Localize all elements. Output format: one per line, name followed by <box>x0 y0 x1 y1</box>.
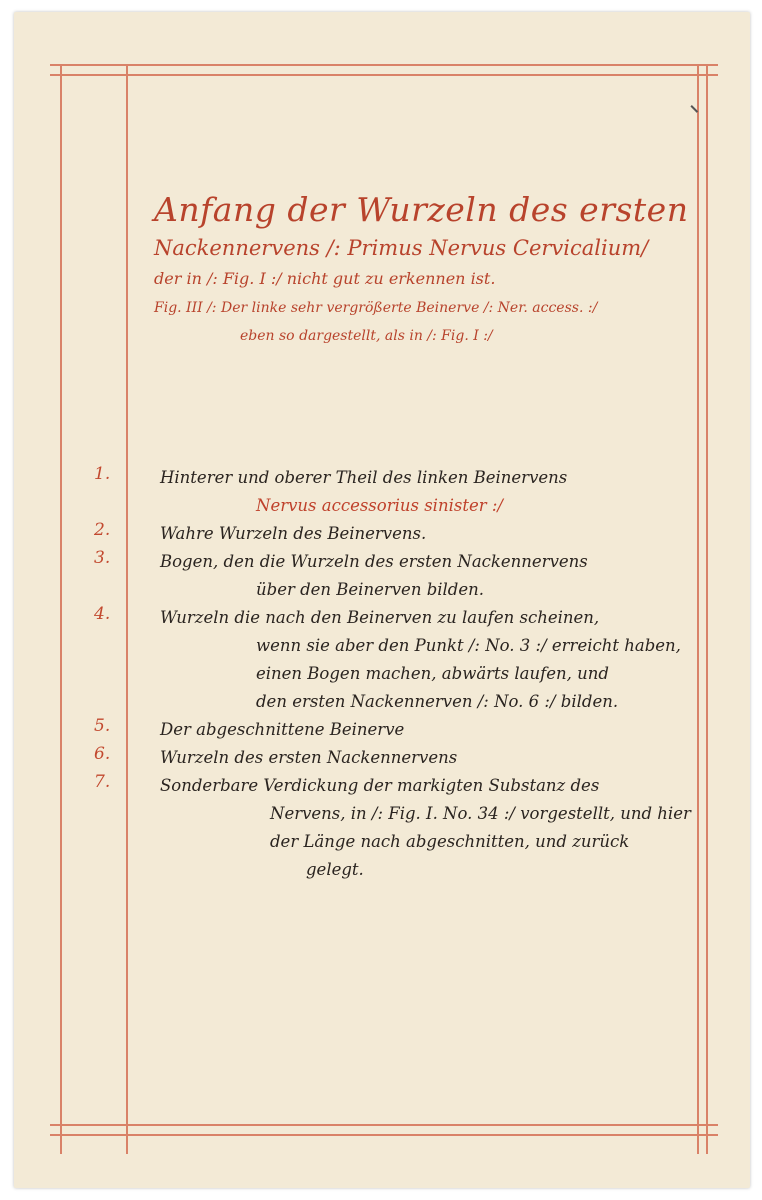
item-line: gelegt. <box>306 860 364 879</box>
margin-rule-top-inner <box>50 74 718 76</box>
item-number: 5. <box>94 716 111 736</box>
list-item <box>94 744 694 772</box>
item-number: 4. <box>94 604 111 624</box>
list-item <box>94 772 694 884</box>
item-number: 2. <box>94 520 111 540</box>
item-number: 1. <box>94 464 111 484</box>
item-line: Sonderbare Verdickung der markigten Substanz des <box>160 776 600 795</box>
numbered-list <box>94 464 694 884</box>
margin-rule-top-outer <box>50 64 718 66</box>
margin-rule-bottom-outer <box>50 1134 718 1136</box>
manuscript-page <box>14 12 750 1188</box>
item-line: Wurzeln die nach den Beinerven zu laufen scheinen, <box>160 608 600 627</box>
item-line: der Länge nach abgeschnitten, und zurück <box>270 832 630 851</box>
item-line: Hinterer und oberer Theil des linken Beinervens <box>160 468 568 487</box>
heading-line-5: eben so dargestellt, als in /: Fig. I :/ <box>240 328 493 344</box>
item-number: 3. <box>94 548 111 568</box>
item-number: 6. <box>94 744 111 764</box>
list-item <box>94 548 694 604</box>
item-line: Nervens, in /: Fig. I. No. 34 :/ vorgestellt, und hier <box>270 804 691 823</box>
item-line: einen Bogen machen, abwärts laufen, und <box>256 664 609 683</box>
list-item <box>94 604 694 716</box>
list-item <box>94 520 694 548</box>
item-line: Der abgeschnittene Beinerve <box>160 720 405 739</box>
heading-line-1: Anfang der Wurzeln des ersten <box>154 190 689 229</box>
heading-line-2: Nackennervens /: Primus Nervus Cervicalium/ <box>154 236 649 260</box>
item-line: Wahre Wurzeln des Beinervens. <box>160 524 427 543</box>
item-line: den ersten Nackennerven /: No. 6 :/ bilden. <box>256 692 619 711</box>
page-heading <box>154 188 714 350</box>
heading-line-4: Fig. III /: Der linke sehr vergrößerte Beinerve /: Ner. access. :/ <box>154 300 598 316</box>
list-item <box>94 716 694 744</box>
item-line: wenn sie aber den Punkt /: No. 3 :/ erreicht haben, <box>256 636 681 655</box>
heading-line-3: der in /: Fig. I :/ nicht gut zu erkennen ist. <box>154 269 496 288</box>
item-number: 7. <box>94 772 111 792</box>
item-line: Bogen, den die Wurzeln des ersten Nackennervens <box>160 552 588 571</box>
margin-rule-bottom-inner <box>50 1124 718 1126</box>
item-line-latin: Nervus accessorius sinister :/ <box>256 496 503 515</box>
margin-rule-left-outer <box>60 64 62 1154</box>
list-item <box>94 464 694 520</box>
item-line: über den Beinerven bilden. <box>256 580 485 599</box>
item-line: Wurzeln des ersten Nackennervens <box>160 748 458 767</box>
